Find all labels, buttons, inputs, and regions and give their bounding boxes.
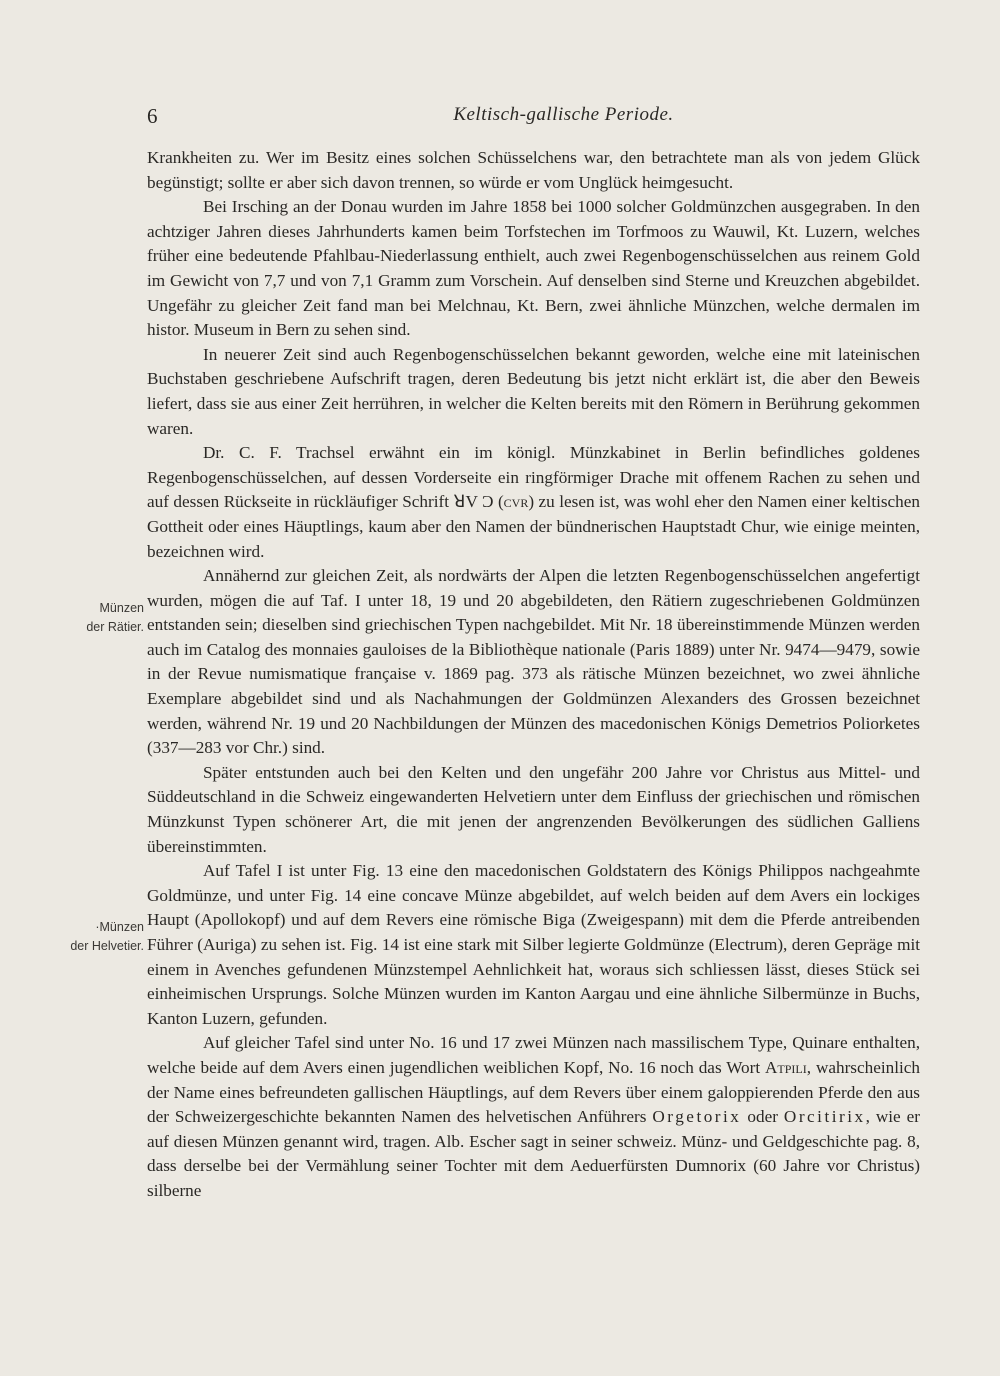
margin-note-helvetier — [56, 918, 144, 956]
margin-note-line: der Helvetier. — [70, 939, 144, 953]
coin-inscription: ꓤV Ɔ — [453, 492, 494, 512]
paragraph-text: zu lesen ist, was wohl eher den Namen einer keltischen Gottheit oder eines Häuptlings, kaum aber den Namen der bündnerischen Hauptstadt Chur, wie einige meinten, bezeichnen wird. — [147, 492, 920, 561]
paragraph-text: Auf gleicher Tafel sind unter No. 16 und 17 zwei Münzen nach massilischem Type, Quinare enthalten, welche beide auf dem Avers einen jugendlichen weiblichen Kopf, No. 16 noch das Wort — [147, 1033, 920, 1077]
paragraph-text: oder — [741, 1107, 784, 1127]
margin-note-line: ·Münzen — [95, 920, 144, 934]
paragraph: Auf Tafel I ist unter Fig. 13 eine den macedonischen Goldstatern des Königs Philippos nachgeahmte Goldmünze, und unter Fig. 14 eine concave Münze abgebildet, auf welch beiden auf dem Avers ein lockiges Haupt (Apollokopf) und auf dem Revers eine römische Biga (Zweigespann) mit dem die Pferde antreibenden Führer (Auriga) zu sehen ist. Fig. 14 ist eine stark mit Silber legierte Goldmünze (Electrum), deren Gepräge mit einem in Avenches gefundenen Münzstempel Aehnlichkeit hat, woraus sich schliessen lässt, dieses Stück sei einheimischen Ursprungs. Solche Münzen wurden im Kanton Aargau und eine ähnliche Silbermünze in Buchs, Kanton Luzern, gefunden. — [147, 861, 920, 1028]
running-title: Keltisch-gallische Periode. — [453, 104, 674, 125]
paragraph: Später entstunden auch bei den Kelten und den ungefähr 200 Jahre vor Christus aus Mittel- und Süddeutschland in die Schweiz eingewanderten Helvetiern unter dem Einfluss der griechischen und römischen Münzkunst Typen schönerer Art, die mit jenen der angrenzenden Bevölkerungen des südlichen Galliens übereinstimmten. — [147, 762, 920, 856]
page-number: 6 — [147, 104, 158, 128]
paragraph: Annähernd zur gleichen Zeit, als nordwärts der Alpen die letzten Regenbogenschüsselchen angefertigt wurden, mögen die auf Taf. I unter 18, 19 und 20 abgebildeten, den Rätiern zugeschriebenen Goldmünzen entstanden sein; dieselben sind griechischen Typen nachgebildet. Mit Nr. 18 übereinstimmende Münzen werden auch im Catalog des monnaies gauloises de la Bibliothèque nationale (Paris 1889) unter Nr. 9474—9479, sowie in der Revue numismatique française v. 1869 pag. 373 als rätische Münzen bezeichnet, wo zwei ähnliche Exemplare abgebildet sind und als Nachahmungen der Goldmünzen Alexanders des Grossen bezeichnet werden, während Nr. 19 und 20 Nachbildungen der Münzen des macedonischen Königs Demetrios Poliorketes (337—283 vor Chr.) sind. — [147, 566, 920, 758]
inscription-transcription: (cvr) — [497, 492, 535, 512]
coin-legend-word: Atpili — [765, 1057, 807, 1077]
paragraph: In neuerer Zeit sind auch Regenbogenschüsselchen bekannt geworden, welche eine mit lateinischen Buchstaben geschriebene Aufschrift tragen, deren Bedeutung bis jetzt nicht erklärt ist, die aber den Beweis liefert, dass sie aus einer Zeit herrühren, in welcher die Kelten bereits mit den Römern in Berührung gekommen waren. — [147, 344, 920, 438]
paragraph-text: Dr. C. F. Trachsel erwähnt ein im königl. Münzkabinet in Berlin befindliches goldenes Regenbogenschüsselchen, auf dessen Vorderseite ein ringförmiger Drache mit offenem Rachen zu sehen und auf dessen Rückseite in rückläufiger Schrift — [147, 443, 920, 512]
paragraph-text: , wie er auf diesen Münzen genannt wird, tragen. Alb. Escher sagt in seiner schweiz. Münz- und Geldgeschichte pag. 8, dass derselbe bei der Vermählung seiner Tochter mit dem Aeduerfürsten Dumnorix (60 Jahre vor Christus) silberne — [147, 1107, 921, 1200]
page-header — [147, 104, 920, 134]
leader-name-variant: Orcitirix — [783, 1107, 866, 1127]
body-text — [147, 146, 920, 1204]
paragraph: Bei Irsching an der Donau wurden im Jahre 1858 bei 1000 solcher Goldmünzchen ausgegraben. In den achtziger Jahren dieses Jahrhunderts kamen beim Torfstechen im Torfmoos zu Wauwil, Kt. Luzern, welches früher eine bedeutende Pfahlbau-Niederlassung enthielt, auch zwei Regenbogenschüsselchen aus reinem Gold im Gewicht von 7,7 und von 7,1 Gramm zum Vorschein. Auf denselben sind Sterne und Kreuzchen abgebildet. Ungefähr zu gleicher Zeit fand man bei Melchnau, Kt. Bern, zwei ähnliche Münzchen, welche dermalen im histor. Museum in Bern zu sehen sind. — [147, 197, 920, 340]
paragraph: Krankheiten zu. Wer im Besitz eines solchen Schüsselchens war, den betrachtete man als von jedem Glück begünstigt; sollte er aber sich davon trennen, so würde er vom Unglück heimgesucht. — [147, 148, 920, 192]
paragraph — [147, 441, 920, 564]
paragraph-text: , wahrscheinlich der Name eines befreundeten gallischen Häuptlings, auf dem Revers über einem galoppierenden Pferde den aus der Schweizergeschichte bekannten Namen des helvetischen Anführers — [147, 1057, 920, 1127]
margin-note-line: der Rätier. — [86, 620, 144, 634]
margin-note-raetier — [56, 599, 144, 637]
paragraph — [147, 1031, 920, 1203]
margin-note-line: Münzen — [99, 601, 144, 615]
leader-name: Orgetorix — [652, 1107, 742, 1127]
